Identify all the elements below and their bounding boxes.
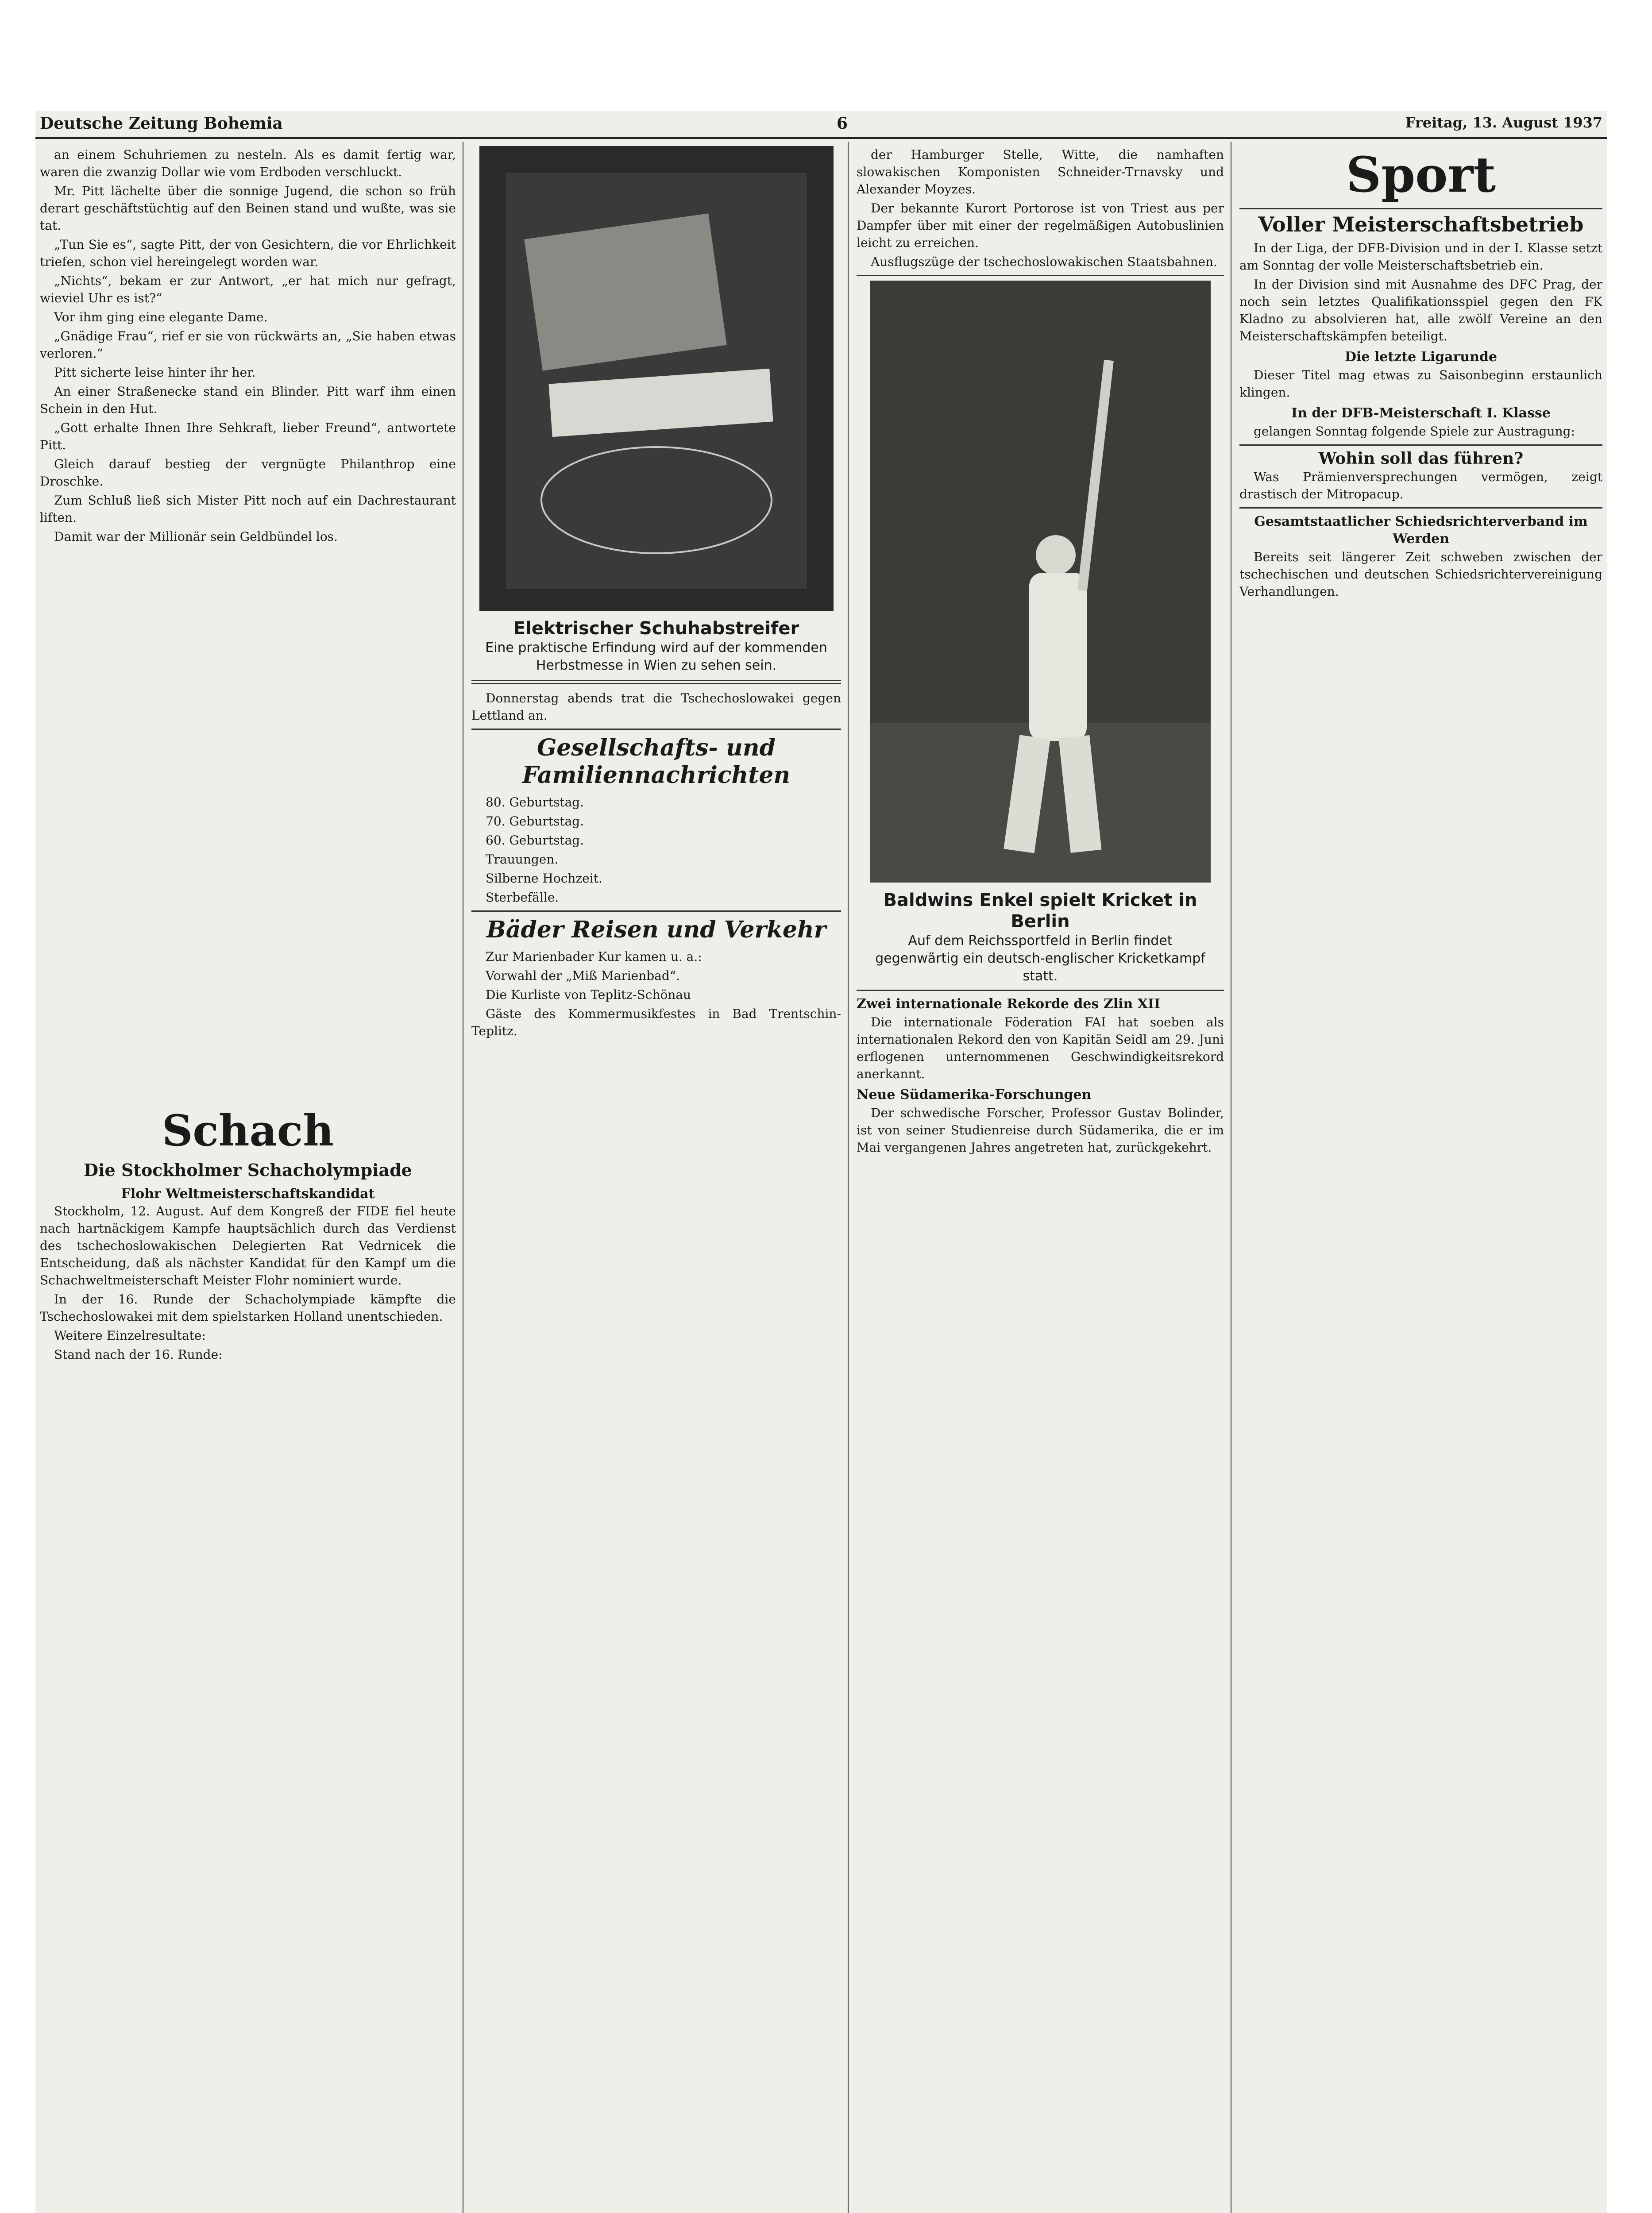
article-paragraph: Gleich darauf bestieg der vergnügte Philanthrop eine Droschke. bbox=[40, 457, 456, 489]
article-paragraph: Vor ihm ging eine elegante Dame. bbox=[54, 310, 268, 324]
masthead-left: Deutsche Zeitung Bohemia bbox=[40, 114, 283, 133]
photo-caption-text: Auf dem Reichssportfeld in Berlin findet gegenwärtig ein deutsch-englischer Kricketkampf statt. bbox=[875, 933, 1205, 984]
article-headline: In der DFB-Meisterschaft I. Klasse bbox=[1291, 405, 1551, 421]
article-paragraph: Pitt sicherte leise hinter ihr her. bbox=[54, 365, 256, 380]
article-paragraph: Damit war der Millionär sein Geldbündel los. bbox=[54, 529, 338, 544]
schach-section bbox=[40, 1106, 456, 1365]
column-3 bbox=[857, 146, 1224, 2213]
article-paragraph: Zum Schluß ließ sich Mister Pitt noch auf ein Dachrestaurant liften. bbox=[40, 493, 456, 525]
article-paragraph: Weitere Einzelresultate: bbox=[54, 1328, 206, 1343]
article-paragraph: In der Division sind mit Ausnahme des DFC Prag, der noch sein letztes Qualifikationsspiel gegen den FK Kladno zu absolvieren hat, alle zwölf Vereine an den Meisterschaftskämpfen beteiligt. bbox=[1239, 277, 1602, 343]
issue-date: Freitag, 13. August 1937 bbox=[1405, 114, 1602, 131]
article-paragraph: der Hamburger Stelle, Witte, die namhaften slowakischen Komponisten Schneider-Trnavsky und Alexander Moyzes. bbox=[857, 147, 1224, 197]
article-paragraph: Vorwahl der „Miß Marienbad“. bbox=[486, 968, 680, 983]
page-number: 6 bbox=[837, 114, 848, 133]
article-headline: Die letzte Ligarunde bbox=[1344, 349, 1498, 365]
article-paragraph: Dieser Titel mag etwas zu Saisonbeginn erstaunlich klingen. bbox=[1239, 368, 1602, 400]
article-paragraph: Silberne Hochzeit. bbox=[486, 871, 602, 886]
column-4 bbox=[1239, 146, 1602, 2213]
column-2 bbox=[471, 146, 841, 2213]
article-paragraph: An einer Straßenecke stand ein Blinder. Pitt warf ihm einen Schein in den Hut. bbox=[40, 384, 456, 416]
article-subhead: Flohr Weltmeisterschaftskandidat bbox=[121, 1186, 375, 1202]
section-divider bbox=[471, 729, 841, 730]
article-paragraph: an einem Schuhriemen zu nesteln. Als es damit fertig war, waren die zwanzig Dollar wie vom Erdboden verschluckt. bbox=[40, 147, 456, 179]
article-paragraph: Stockholm, 12. August. Auf dem Kongreß der FIDE fiel heute nach hartnäckigem Kampfe hauptsächlich durch das Verdienst des tschechoslowakischen Delegierten Rat Vedrnicek die Entscheidung, daß als nächster Kandidat für den Kampf um die Schachweltmeisterschaft Meister Flohr nominiert wurde. bbox=[40, 1204, 456, 1288]
article-paragraph: In der Liga, der DFB-Division und in der I. Klasse setzt am Sonntag der volle Meisterschaftsbetrieb ein. bbox=[1239, 241, 1602, 273]
section-divider bbox=[471, 680, 841, 684]
shoe-cleaner-photo bbox=[479, 146, 834, 611]
article-headline: Voller Meisterschaftsbetrieb bbox=[1258, 212, 1584, 236]
photo-caption-title: Baldwins Enkel spielt Kricket in Berlin bbox=[883, 890, 1197, 932]
article-headline: Neue Südamerika-Forschungen bbox=[857, 1087, 1092, 1103]
section-divider bbox=[471, 910, 841, 912]
header-rule bbox=[35, 137, 1607, 139]
cricket-photo bbox=[870, 281, 1211, 883]
section-divider bbox=[1239, 208, 1602, 209]
article-headline: Gesamtstaatlicher Schiedsrichterverband im Werden bbox=[1254, 514, 1588, 547]
article-paragraph: „Nichts“, bekam er zur Antwort, „er hat mich nur gefragt, wieviel Uhr es ist?“ bbox=[40, 274, 456, 305]
section-title: Bäder Reisen und Verkehr bbox=[486, 916, 826, 943]
article-paragraph: Ausflugszüge der tschechoslowakischen Staatsbahnen. bbox=[871, 254, 1218, 269]
article-paragraph: „Gott erhalte Ihnen Ihre Sehkraft, lieber Freund“, antwortete Pitt. bbox=[40, 420, 456, 452]
article-paragraph: Zur Marienbader Kur kamen u. a.: bbox=[486, 949, 702, 964]
photo-caption-text: Eine praktische Erfindung wird auf der kommenden Herbstmesse in Wien zu sehen sein. bbox=[485, 640, 827, 673]
article-paragraph: „Gnädige Frau“, rief er sie von rückwärts an, „Sie haben etwas verloren.“ bbox=[40, 329, 456, 361]
article-paragraph: Donnerstag abends trat die Tschechoslowakei gegen Lettland an. bbox=[471, 691, 841, 723]
column-rule bbox=[848, 142, 849, 2213]
article-paragraph: Der bekannte Kurort Portorose ist von Triest aus per Dampfer über mit einer der regelmäßigen Autobuslinien leicht zu erreichen. bbox=[857, 201, 1224, 250]
photo-caption-title: Elektrischer Schuhabstreifer bbox=[513, 618, 799, 639]
section-title: Sport bbox=[1346, 146, 1496, 203]
article-paragraph: Mr. Pitt lächelte über die sonnige Jugend, die schon so früh derart geschäftstüchtig auf den Beinen stand und wußte, was sie tat. bbox=[40, 184, 456, 233]
article-paragraph: gelangen Sonntag folgende Spiele zur Austragung: bbox=[1254, 424, 1575, 439]
article-paragraph: „Tun Sie es“, sagte Pitt, der von Gesichtern, die vor Ehrlichkeit triefen, schon viel hereingelegt worden war. bbox=[40, 237, 456, 269]
article-paragraph: 70. Geburtstag. bbox=[486, 814, 584, 829]
section-title: Gesellschafts- und Familiennachrichten bbox=[522, 734, 791, 789]
article-headline: Zwei internationale Rekorde des Zlin XII bbox=[857, 996, 1161, 1012]
article-headline: Wohin soll das führen? bbox=[1318, 449, 1524, 468]
article-paragraph: Trauungen. bbox=[486, 852, 559, 867]
article-paragraph: Der schwedische Forscher, Professor Gustav Bolinder, ist von seiner Studienreise durch Südamerika, die er im Mai vergangenen Jahres angetreten hat, zurückgekehrt. bbox=[857, 1106, 1224, 1155]
article-paragraph: Die Kurliste von Teplitz-Schönau bbox=[486, 987, 691, 1002]
section-title: Schach bbox=[162, 1106, 334, 1156]
article-paragraph: Bereits seit längerer Zeit schweben zwischen der tschechischen und deutschen Schiedsrichtervereinigung Verhandlungen. bbox=[1239, 550, 1602, 599]
article-paragraph: 60. Geburtstag. bbox=[486, 833, 584, 848]
article-paragraph: Sterbefälle. bbox=[486, 890, 559, 905]
article-paragraph: Was Prämienversprechungen vermögen, zeigt drastisch der Mitropacup. bbox=[1239, 470, 1602, 501]
section-divider bbox=[857, 990, 1224, 991]
article-paragraph: Stand nach der 16. Runde: bbox=[54, 1347, 223, 1362]
column-1 bbox=[40, 146, 456, 2213]
article-paragraph: In der 16. Runde der Schacholympiade kämpfte die Tschechoslowakei mit dem spielstarken Holland unentschieden. bbox=[40, 1292, 456, 1324]
section-divider bbox=[1239, 444, 1602, 446]
article-headline: Die Stockholmer Schacholympiade bbox=[84, 1160, 412, 1180]
article-paragraph: 80. Geburtstag. bbox=[486, 795, 584, 810]
section-divider bbox=[857, 275, 1224, 276]
article-paragraph: Gäste des Kommermusikfestes in Bad Trentschin-Teplitz. bbox=[471, 1006, 841, 1038]
article-paragraph: Die internationale Föderation FAI hat soeben als internationalen Rekord den von Kapitän Seidl am 29. Juni erflogenen unternommenen Geschwindigkeitsrekord anerkannt. bbox=[857, 1015, 1224, 1081]
newspaper-page bbox=[35, 111, 1607, 2213]
section-divider bbox=[1239, 507, 1602, 509]
